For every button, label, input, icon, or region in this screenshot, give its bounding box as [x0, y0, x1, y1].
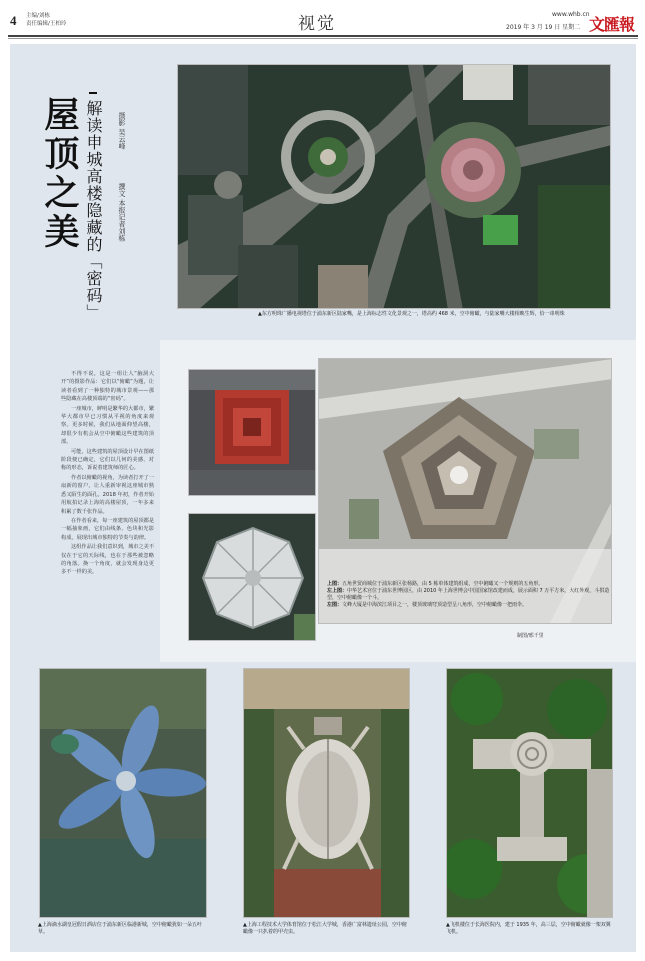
caption-label: 上图：: [327, 581, 343, 587]
bottom-caption-3: ▲飞机楼位于长海医院内，建于 1935 年，高三层，空中俯瞰就像一架双翼飞机。: [446, 922, 611, 935]
lujiazui-aerial-image: [178, 65, 611, 309]
article-subtitle: 解读申城高楼隐藏的「密码」: [84, 100, 103, 321]
beetle-gym-image: [244, 669, 410, 918]
editor-line: 主编/刘栋: [26, 13, 50, 19]
china-art-museum-photo: [188, 369, 316, 496]
main-photo-caption: ▲东方明珠广播电视塔位于浦东新区陆家嘴，是上海标志性文化景观之一，塔高约 468 米，空中俯瞰，与陆家嘴大楼相映生辉，恰一串明珠: [258, 311, 565, 317]
article-body: [61, 370, 154, 578]
umbrella-roof-image: [189, 514, 316, 641]
body-paragraph: 在作者看来，每一座建筑的屋顶都是一幅抽象画，它们由线条、色块和光影构成，展现出城市独特的节奏与韵律。: [61, 517, 155, 541]
body-paragraph: 不得不说，这是一组让人“脑洞大开”的摄影作品：它们以“俯瞰”为题，让读者看到了一种独特的城市景观——那些隐藏在高楼顶端的“密码”。: [61, 371, 154, 403]
airplane-building-image: [447, 669, 613, 918]
caption-label: 左上图：: [327, 588, 348, 594]
body-paragraph: 这组作品让我们意识到，城市之美不仅在于它的天际线，也在于那些被忽略的角落。换一个角度，就会发现身边更多不一样的美。: [61, 544, 155, 576]
page-number: 4: [10, 13, 17, 28]
text-credit: 撰文 本报记者刘栋: [118, 183, 126, 242]
octagon-roof-photo: [188, 513, 316, 641]
caption-entry: [327, 588, 617, 602]
photo-credit: 摄影 吴云峰: [118, 112, 126, 150]
editor-line: 责任编辑/王柏玲: [26, 21, 67, 27]
header-rule-thin: [8, 38, 638, 39]
caption-text: 五角世贸商城位于浦东新区张杨路，由 5 栋单体建筑组成，空中俯瞰又一个规则的五角形。: [342, 581, 544, 587]
newspaper-logo: 文匯報: [589, 15, 635, 34]
graphics-credit: 制图/邢千里: [517, 633, 544, 639]
pentagon-caption-block: [327, 581, 617, 609]
bottom-caption-1: ▲上海滴水湖皇冠假日酒店位于浦东新区临港新城，空中俯瞰犹如一朵五叶草。: [38, 922, 202, 935]
bottom-caption-2: ▲上海工程技术大学体育馆位于松江大学城，香港广富林遗址公园，空中俯瞰像一只扒着的甲壳虫。: [243, 922, 407, 935]
body-paragraph: 作者以俯瞰的视角，为读者打开了一扇新的窗户，让人重新审视这座城市熟悉又陌生的面孔。2018 年初，作者开始用航拍记录上海的高楼屋顶，一年多来积累了数千张作品。: [61, 474, 155, 515]
body-paragraph: 可能，这些建筑的屋顶设计早在图纸阶段便已确定，它们以几何的美感、对称的形态，诉说着建筑师的匠心。: [61, 448, 155, 472]
editor-credits: [26, 12, 66, 28]
body-paragraph: 一座城市，鲜明是繁华的大都市，繁华大都市早已习惯从平视的角度来观察。更多时候，我们从地面仰望高楼，却很少有机会从空中俯瞰这些建筑的顶部。: [61, 405, 155, 446]
caption-entry: [327, 581, 617, 588]
caption-entry: [327, 602, 617, 609]
main-aerial-photo: [177, 64, 611, 309]
five-leaf-hotel-image: [40, 669, 207, 918]
airplane-building-photo: [446, 668, 613, 918]
issue-date: 2019 年 3 月 19 日 星期二: [506, 24, 581, 31]
article-title: 屋顶之美: [39, 96, 80, 252]
sports-hall-photo: [243, 668, 410, 918]
subtitle-dash: [89, 92, 97, 94]
section-title: 视觉: [298, 14, 336, 34]
art-museum-image: [189, 370, 316, 496]
crowne-plaza-photo: [39, 668, 207, 918]
caption-text: 文峰大厦是中海滨江项目之一，楼顶玻璃穹顶造型呈八角形，空中俯瞰像一把雨伞。: [342, 602, 528, 608]
caption-text: 中华艺术宫位于浦东世博园区，由 2010 年上海世博会中国国家馆改建而成，展示面积 7 万平方米，大红外观，斗拱造型，空中俯瞰像一个斗。: [327, 588, 610, 601]
caption-label: 左图：: [327, 602, 343, 608]
site-url[interactable]: www.whb.cn: [552, 11, 590, 18]
header-rule: [8, 35, 638, 37]
